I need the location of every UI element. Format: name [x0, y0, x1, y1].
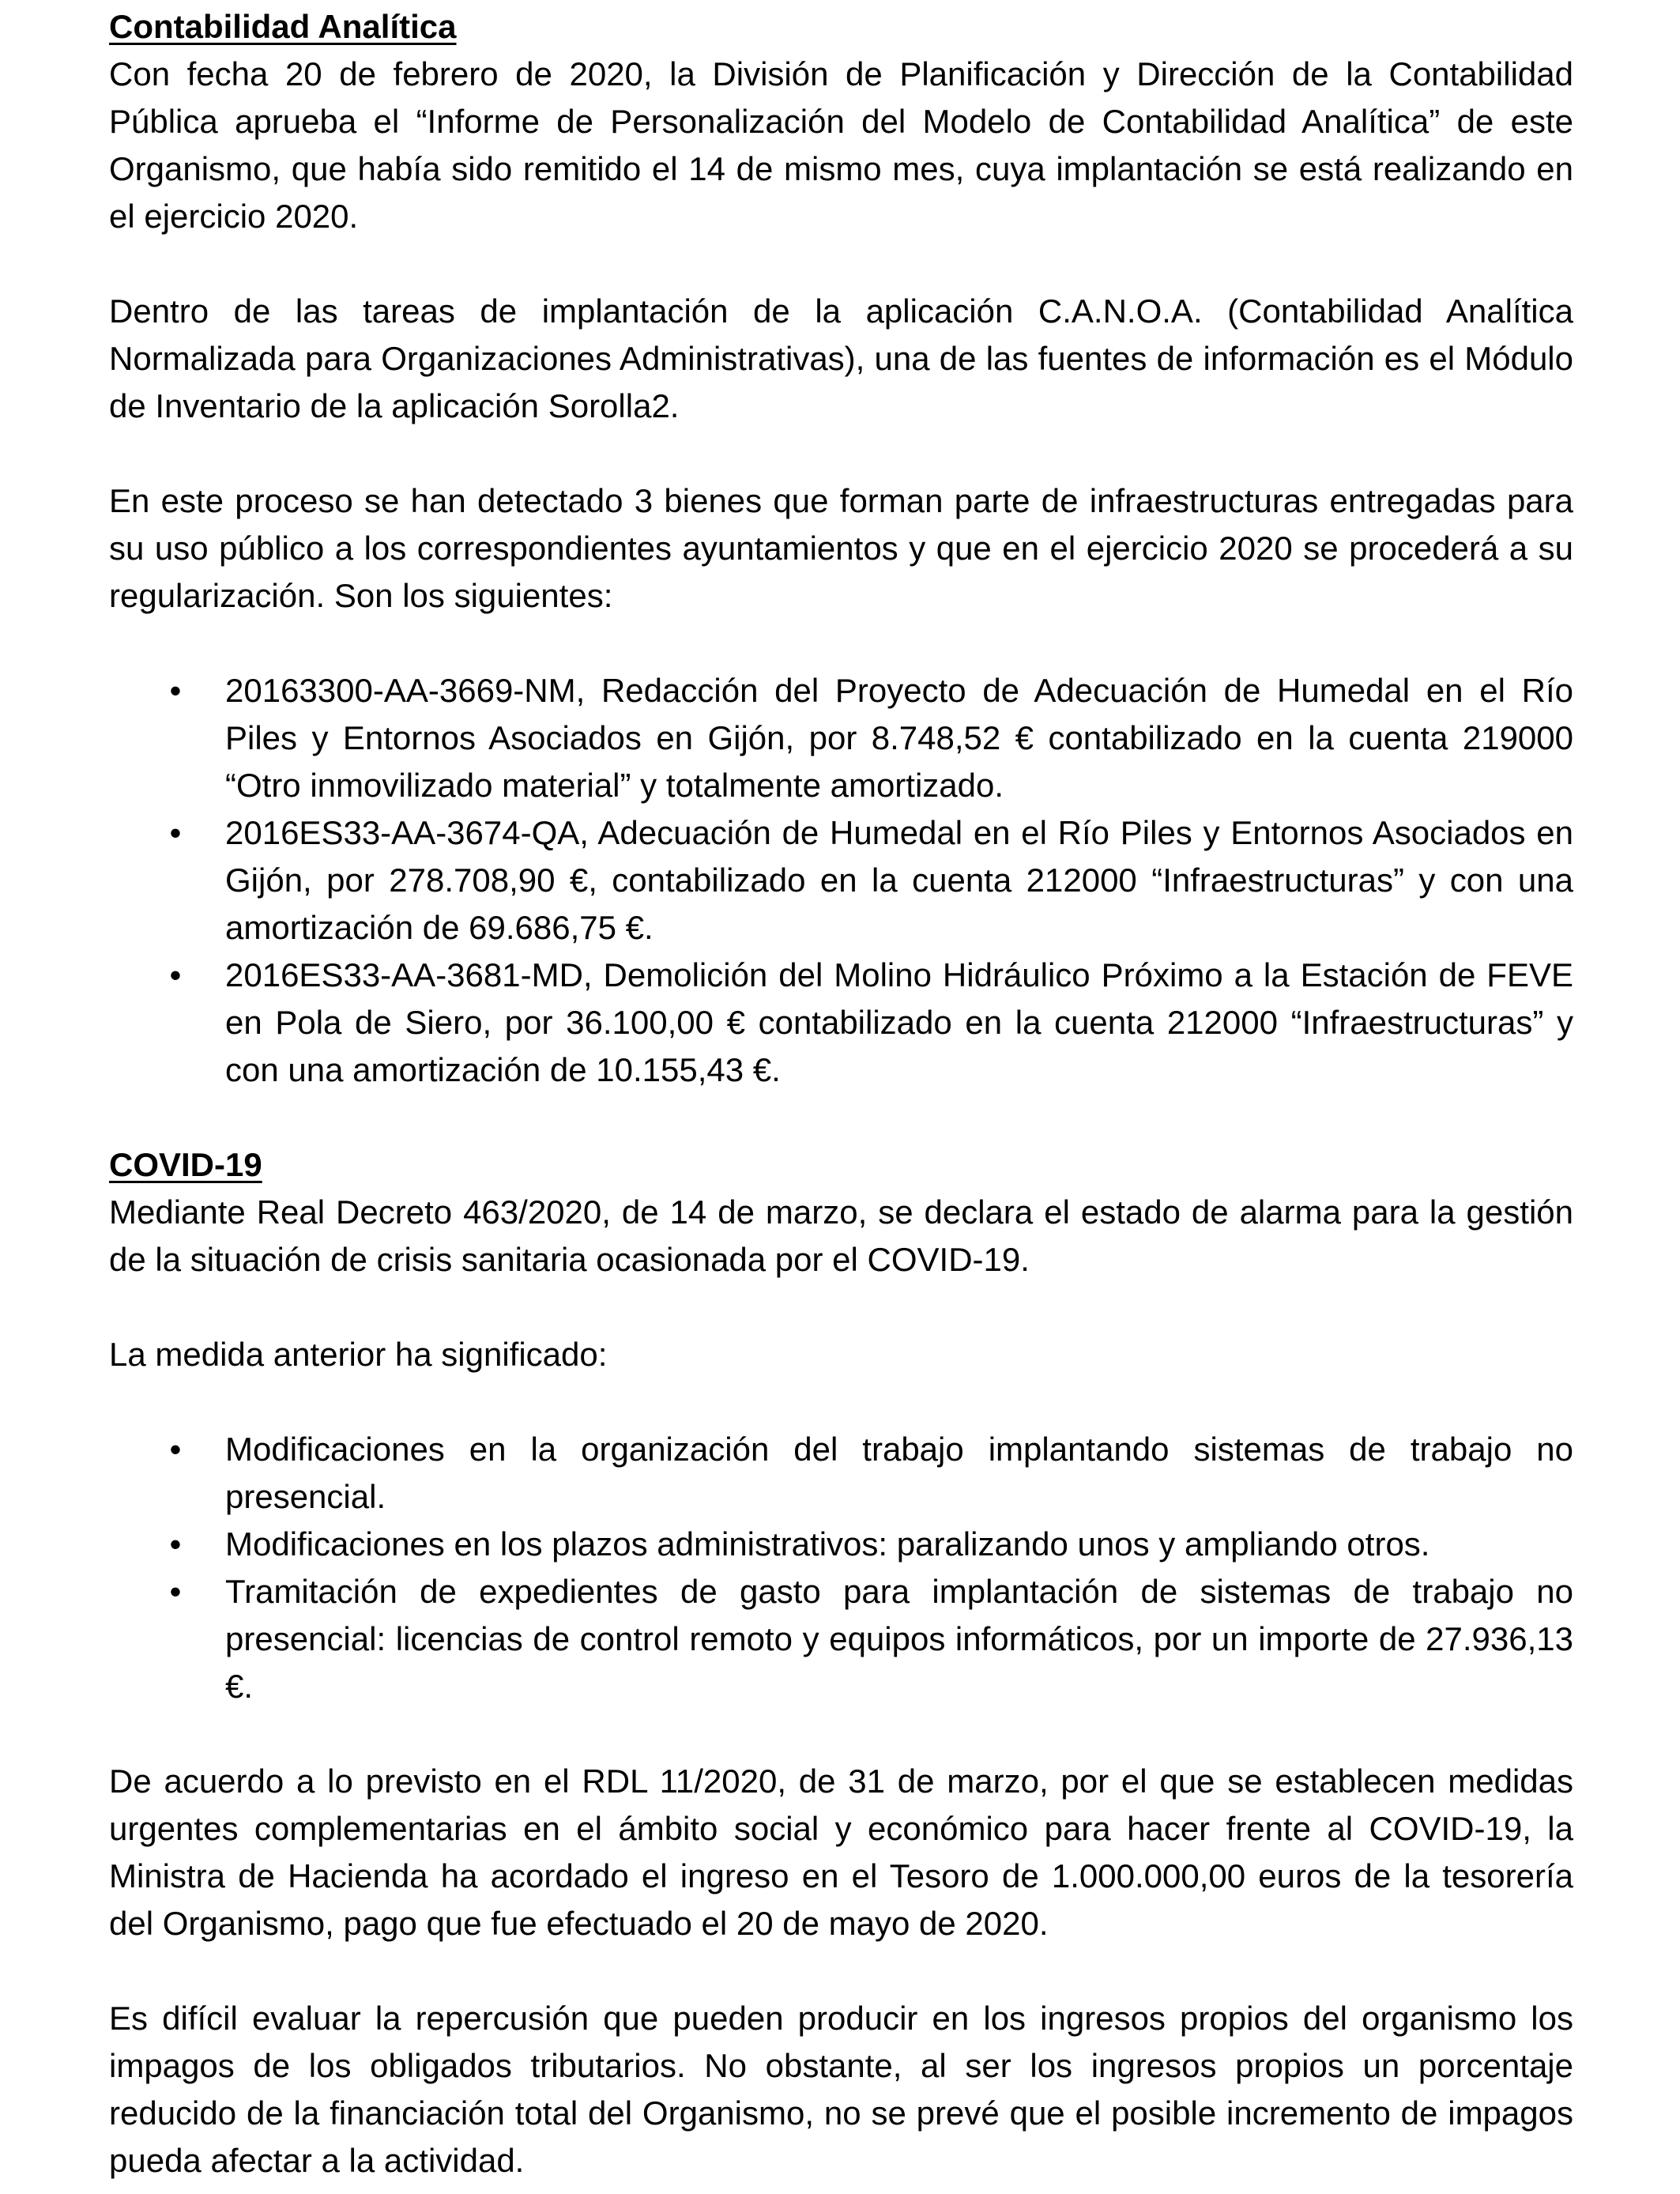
bullet-list-bienes	[109, 667, 1573, 1094]
list-item	[109, 809, 1573, 952]
list-item	[109, 667, 1573, 809]
bullet-list-medidas	[109, 1426, 1573, 1710]
section-heading-covid-19: COVID-19	[109, 1146, 262, 1183]
list-item-text: 20163300-AA-3669-NM, Redacción del Proyecto de Adecuación de Humedal en el Río Piles y Entornos Asociados en Gijón, por 8.748,52 € contabilizado en la cuenta 219000 “Otro inmovilizado material” y totalmente amortizado.	[225, 672, 1573, 804]
list-item-text: Modificaciones en los plazos administrativos: paralizando unos y ampliando otros.	[225, 1525, 1430, 1563]
document-page	[109, 3, 1573, 2185]
bullet-icon: •	[169, 956, 182, 993]
bullet-icon: •	[169, 1431, 182, 1468]
list-item	[109, 1521, 1573, 1568]
bullet-icon: •	[169, 672, 182, 709]
list-item	[109, 952, 1573, 1094]
paragraph: Dentro de las tareas de implantación de la aplicación C.A.N.O.A. (Contabilidad Analítica Normalizada para Organizaciones Administrativas), una de las fuentes de información es el Módulo de Inventario de la aplicación Sorolla2.	[109, 292, 1573, 424]
list-item-text: 2016ES33-AA-3674-QA, Adecuación de Humedal en el Río Piles y Entornos Asociados en Gijón, por 278.708,90 €, contabilizado en la cuenta 212000 “Infraestructuras” y con una amortización de 69.686,75 €.	[225, 814, 1573, 946]
section-heading-contabilidad-analitica: Contabilidad Analítica	[109, 8, 457, 45]
paragraph: Con fecha 20 de febrero de 2020, la División de Planificación y Dirección de la Contabilidad Pública aprueba el “Informe de Personalización del Modelo de Contabilidad Analítica” de este Organismo, que había sido remitido el 14 de mismo mes, cuya implantación se está realizando en el ejercicio 2020.	[109, 55, 1573, 235]
list-item-text: Tramitación de expedientes de gasto para implantación de sistemas de trabajo no presencial: licencias de control remoto y equipos informáticos, por un importe de 27.936,13 €.	[225, 1573, 1573, 1705]
paragraph: En este proceso se han detectado 3 bienes que forman parte de infraestructuras entregadas para su uso público a los correspondientes ayuntamientos y que en el ejercicio 2020 se procederá a su regularización. Son los siguientes:	[109, 482, 1573, 614]
paragraph: Mediante Real Decreto 463/2020, de 14 de marzo, se declara el estado de alarma para la gestión de la situación de crisis sanitaria ocasionada por el COVID-19.	[109, 1193, 1573, 1278]
list-item-text: 2016ES33-AA-3681-MD, Demolición del Molino Hidráulico Próximo a la Estación de FEVE en Pola de Siero, por 36.100,00 € contabilizado en la cuenta 212000 “Infraestructuras” y con una amortización de 10.155,43 €.	[225, 956, 1573, 1088]
paragraph: La medida anterior ha significado:	[109, 1336, 608, 1373]
list-item	[109, 1568, 1573, 1710]
bullet-icon: •	[169, 1573, 182, 1610]
list-item	[109, 1426, 1573, 1521]
paragraph: De acuerdo a lo previsto en el RDL 11/2020, de 31 de marzo, por el que se establecen medidas urgentes complementarias en el ámbito social y económico para hacer frente al COVID-19, la Ministra de Hacienda ha acordado el ingreso en el Tesoro de 1.000.000,00 euros de la tesorería del Organismo, pago que fue efectuado el 20 de mayo de 2020.	[109, 1762, 1573, 1942]
paragraph: Es difícil evaluar la repercusión que pueden producir en los ingresos propios del organismo los impagos de los obligados tributarios. No obstante, al ser los ingresos propios un porcentaje reducido de la financiación total del Organismo, no se prevé que el posible incremento de impagos pueda afectar a la actividad.	[109, 2000, 1573, 2179]
list-item-text: Modificaciones en la organización del trabajo implantando sistemas de trabajo no presencial.	[225, 1431, 1573, 1515]
bullet-icon: •	[169, 814, 182, 851]
bullet-icon: •	[169, 1525, 182, 1563]
